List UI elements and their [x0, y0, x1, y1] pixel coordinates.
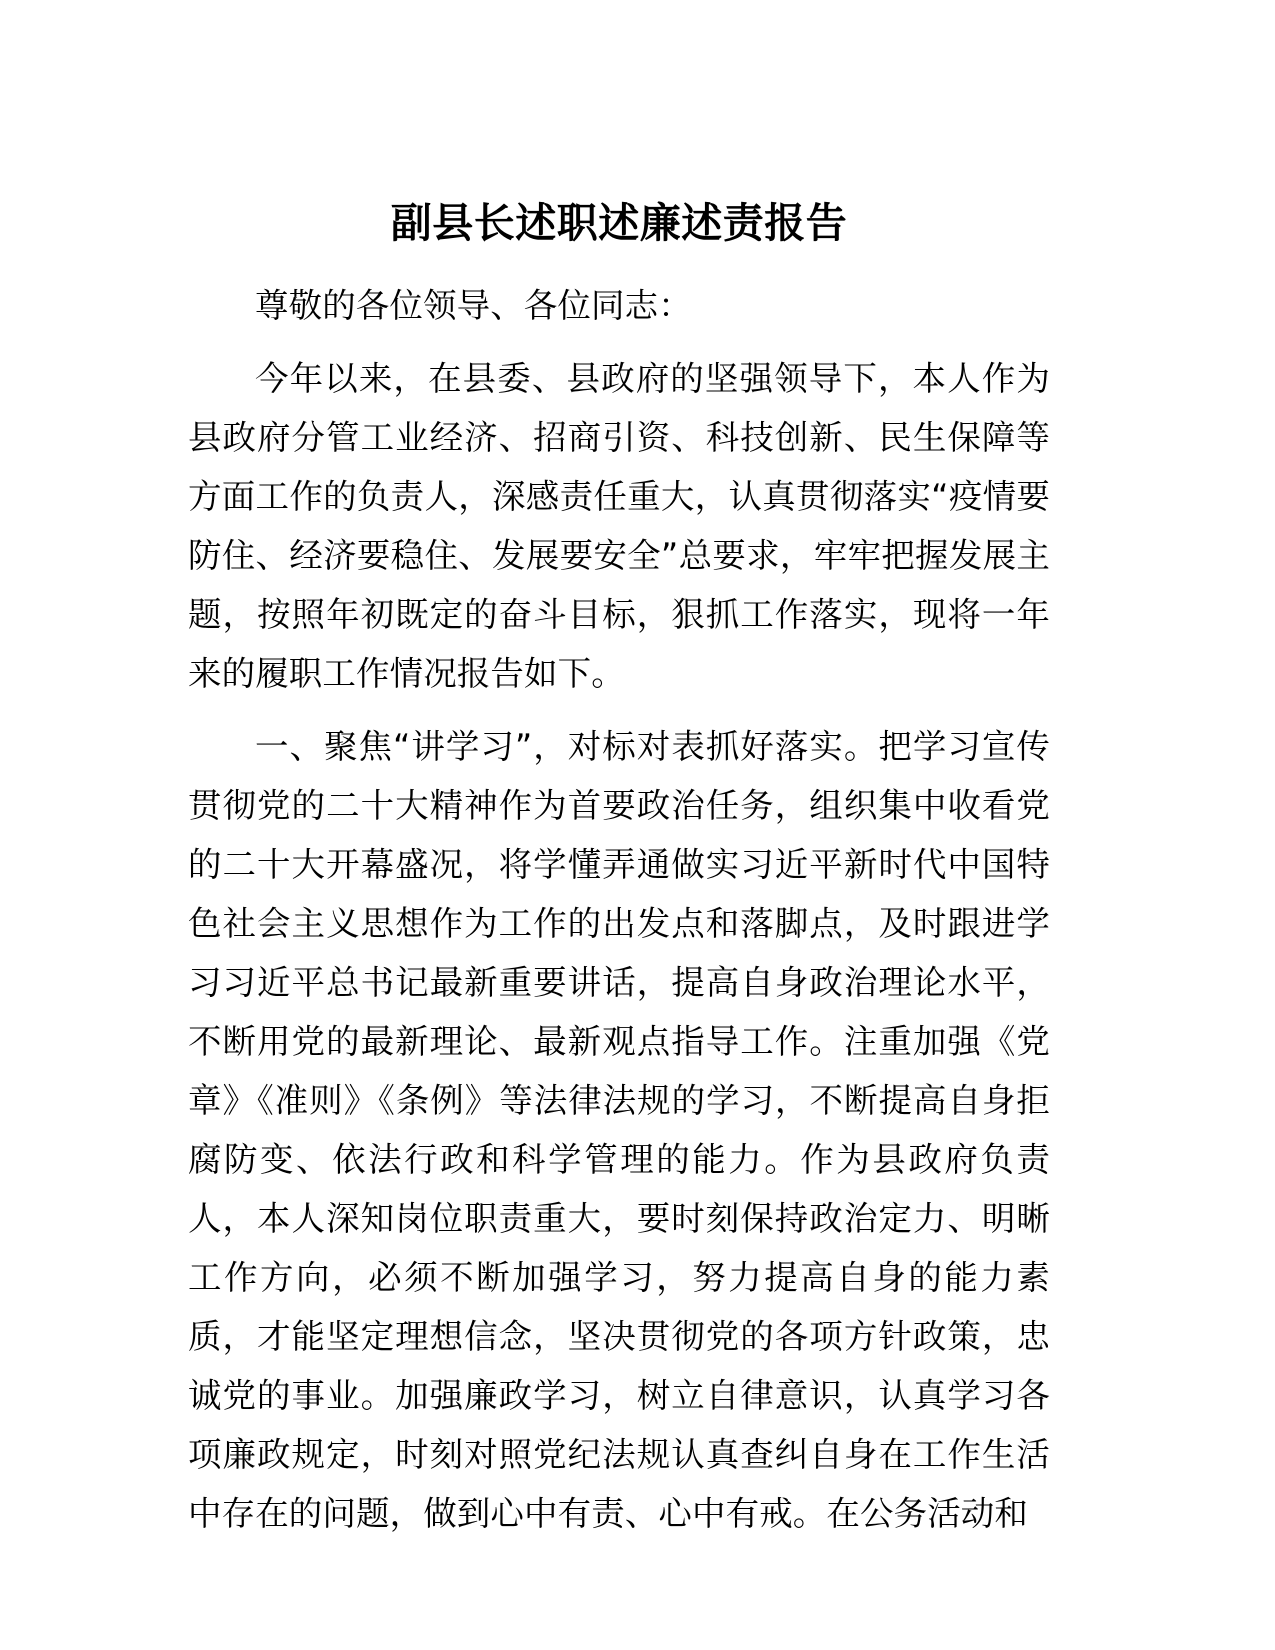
body-paragraph-2: 一、聚焦“讲学习”，对标对表抓好落实。把学习宣传贯彻党的二十大精神作为首要政治任务，组织集中收看党的二十大开幕盛况，将学懂弄通做实习近平新时代中国特色社会主义思想作为工作的出发点和落脚点，及时跟进学习习近平总书记最新重要讲话，提高自身政治理论水平，不断用党的最新理论、最新观点指导工作。注重加强《党章》《准则》《条例》等法律法规的学习，不断提高自身拒腐防变、依法行政和科学管理的能力。作为县政府负责人，本人深知岗位职责重大，要时刻保持政治定力、明晰工作方向，必须不断加强学习，努力提高自身的能力素质，才能坚定理想信念，坚决贯彻党的各项方针政策，忠诚党的事业。加强廉政学习，树立自律意识，认真学习各项廉政规定，时刻对照党纪法规认真查纠自身在工作生活中存在的问题，做到心中有责、心中有戒。在公务活动和 [188, 727, 1050, 1534]
salutation-paragraph: 尊敬的各位领导、各位同志： [255, 286, 692, 326]
body-paragraph-1: 今年以来，在县委、县政府的坚强领导下，本人作为县政府分管工业经济、招商引资、科技创新、民生保障等方面工作的负责人，深感责任重大，认真贯彻落实“疫情要防住、经济要稳住、发展要安全”总要求，牢牢把握发展主题，按照年初既定的奋斗目标，狠抓工作落实，现将一年来的履职工作情况报告如下。 [188, 359, 1050, 694]
document-content [188, 196, 1050, 1543]
document-title: 副县长述职述廉述责报告 [390, 199, 848, 247]
